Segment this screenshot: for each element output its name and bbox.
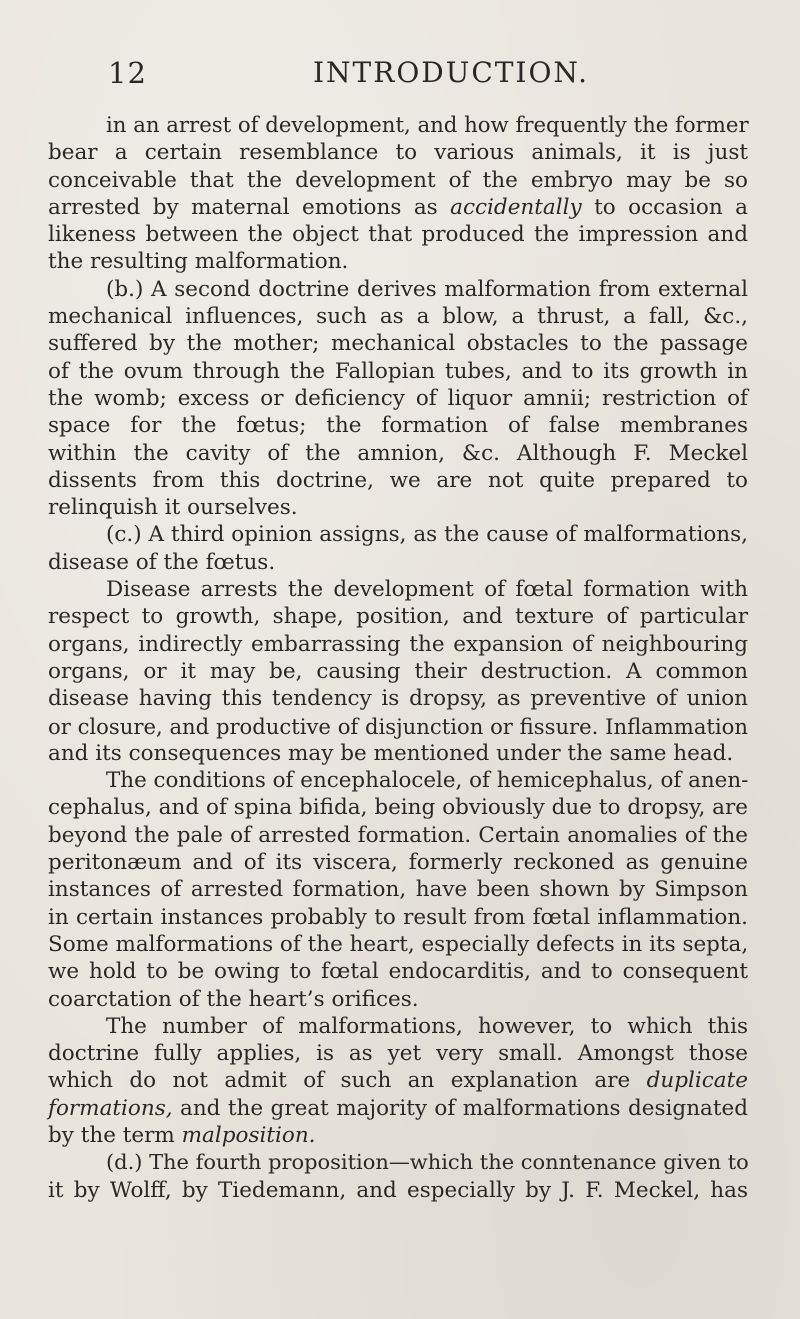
text-line: The number of malformations, however, to which this (106, 1013, 748, 1039)
text-line: conceivable that the development of the embryo may be so (48, 167, 748, 193)
text-line: disease having this tendency is dropsy, as preventive of union (48, 686, 748, 712)
text-line: which do not admit of such an explanation are duplicate (48, 1068, 748, 1094)
text-line: beyond the pale of arrested formation. Certain anomalies of the (48, 822, 748, 848)
text-line: relinquish it ourselves. (48, 495, 298, 521)
text-line: we hold to be owing to fœtal endocarditis, and to consequent (48, 959, 748, 985)
text-line: The conditions of encephalocele, of hemicephalus, of anen- (106, 768, 749, 794)
text-line: Disease arrests the development of fœtal formation with (106, 577, 748, 603)
text-line: disease of the fœtus. (48, 549, 276, 575)
text-line: or closure, and productive of disjunction or fissure. Inflammation (48, 713, 748, 739)
page-number: 12 (108, 56, 147, 90)
text-line: the resulting malformation. (48, 249, 349, 275)
text-line: (b.) A second doctrine derives malformation from external (106, 276, 748, 302)
text-line: of the ovum through the Fallopian tubes, and to its growth in (48, 358, 748, 384)
text-line: doctrine fully applies, is as yet very small. Amongst those (48, 1041, 748, 1067)
text-line: in an arrest of development, and how frequently the former (106, 113, 749, 138)
text-line: peritonæum and of its viscera, formerly reckoned as genuine (48, 850, 748, 876)
text-line: and its consequences may be mentioned under the same head. (48, 740, 734, 766)
text-line: dissents from this doctrine, we are not quite prepared to (48, 467, 748, 493)
text-line: (c.) A third opinion assigns, as the cause of malformations, (106, 522, 748, 548)
text-line: space for the fœtus; the formation of false membranes (48, 413, 748, 439)
text-line: within the cavity of the amnion, &c. Although F. Meckel (48, 440, 748, 466)
text-line: coarctation of the heart’s orifices. (48, 986, 419, 1012)
text-line: organs, or it may be, causing their destruction. A common (48, 658, 748, 684)
text-line: Some malformations of the heart, especially defects in its septa, (48, 931, 749, 957)
text-line: respect to growth, shape, position, and texture of particular (48, 604, 748, 630)
text-line: it by Wolff, by Tiedemann, and especially by J. F. Meckel, has (48, 1177, 748, 1203)
text-line: formations, and the great majority of malformations designated (48, 1095, 748, 1121)
text-line: (d.) The fourth proposition—which the conntenance given to (106, 1150, 749, 1175)
text-line: cephalus, and of spina bifida, being obviously due to dropsy, are (48, 795, 748, 821)
text-line: in certain instances probably to result from fœtal inflammation. (48, 904, 748, 930)
running-head: INTRODUCTION. (313, 56, 590, 89)
text-line: instances of arrested formation, have been shown by Simpson (48, 877, 748, 903)
text-line: likeness between the object that produced the impression and (48, 222, 748, 248)
text-line: bear a certain resemblance to various animals, it is just (48, 140, 748, 166)
page-header (0, 56, 800, 96)
text-line: suffered by the mother; mechanical obstacles to the passage (48, 331, 748, 357)
body-text (48, 112, 748, 1204)
text-line: organs, indirectly embarrassing the expansion of neighbouring (48, 631, 748, 657)
text-line: by the term malposition. (48, 1122, 316, 1148)
text-line: the womb; excess or deficiency of liquor amnii; restriction of (48, 385, 748, 411)
text-line: mechanical influences, such as a blow, a thrust, a fall, &c., (48, 304, 748, 330)
text-line: arrested by maternal emotions as accidentally to occasion a (48, 194, 748, 220)
